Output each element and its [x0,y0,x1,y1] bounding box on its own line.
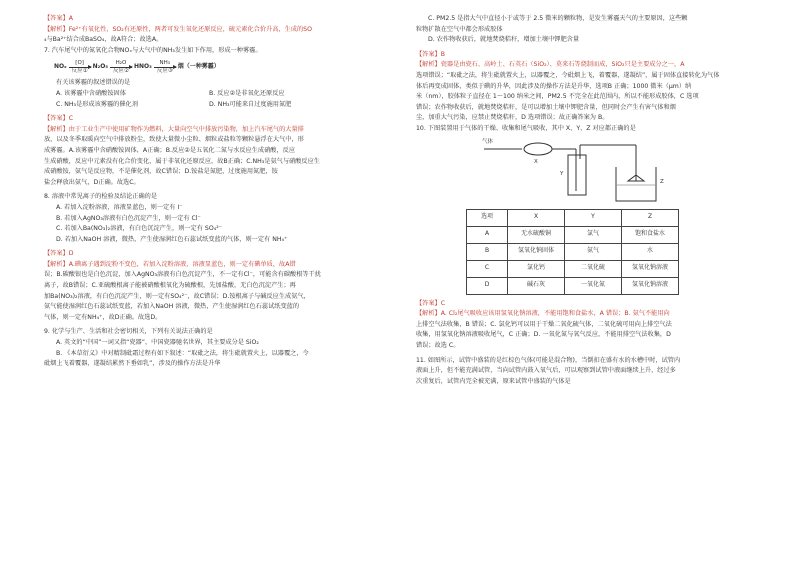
q7-answer: 【答案】C [44,115,74,123]
q11-stem-line: 液面上升，但不能充满试管，当向试管内鼓入氧气后，可以观察到试管中液面继续上升，经过多 [416,367,676,375]
q8-stem: 8. 溶液中常见离子的检验及结论正确的是 [44,193,158,201]
q7-options-row [44,100,374,111]
gas-label: 气体 [482,138,494,145]
reaction-arrow-2 [110,60,132,75]
table-cell: C [467,260,508,277]
q9-option-c: C. PM2.5 是指大气中直径小于或等于 2.5 微米的颗粒物，是发生雾霾天气的主要原因，这些颗 [428,15,688,22]
table-header-cell: X [508,209,565,226]
q9-stem: 9. 化学与生产、生活和社会密切相关，下列有关说法正确的是 [44,328,213,336]
q7-explanation-line: 放，以及冬季取暖向空气中排放粉尘，致使大量微小尘粒、烟粒或盐粒等颗粒悬浮在大气中，形 [44,136,304,144]
q10-options-table [466,209,679,295]
arrow-3-top: NH₃ [159,59,171,66]
q8-explanation-line: 加Ba(NO₃)₂溶液，有白色沉淀产生，则一定有SO₄²⁻，故C错误；D.铵根离子与碱反应生成氨气， [44,292,310,300]
q7-question: 有关该雾霾的叙述错误的是 [56,79,131,87]
table-cell: B [467,243,508,260]
q11-stem-line: 次重复后，试管内完全被充满，原来试管中盛装的气体是 [416,377,571,385]
q7-option-c: C. NH₃是形成该雾霾的催化剂 [56,100,138,108]
q6-explanation-line: 【解析】Fe²⁺有氧化性，SO₂有还原性，两者可发生氧化还原反应，硫元素化合价升高，生成的SO [44,25,312,33]
q11-stem-line: 11. 如图所示，试管中盛装的是红棕色气体(可能是混合物)，当倒扣在盛有水的水槽中时，试管内 [416,356,681,364]
arrow-icon [154,67,176,68]
table-cell: 氨气 [565,243,622,260]
species-hno3: HNO₃ [134,63,152,71]
q9-answer: 【答案】B [416,50,445,58]
species-nox: NOₓ [54,63,67,71]
q9-explanation-line: 体后再变成固体，类似于碘的升华，因此涉及的操作方法是升华，选项B 正确；1000 微米（μm）纳 [416,82,692,90]
table-cell: 水 [622,243,679,260]
table-row [467,243,679,260]
q9-option-d: D. 农作物收获后，就地焚烧秸秆，增加土壤中钾肥含量 [428,36,580,44]
q9-explanation-line: 错误；农作物收获后，就地焚烧秸秆，是可以增加土壤中钾肥含量，但同时会产生有害气体和烟 [416,103,676,111]
q8-explanation-line: 离子，故B错误；C.亚硫酸根离子能被硝酸根氧化为硫酸根，先加盐酸，无白色沉淀产生；再 [44,282,296,290]
table-row [467,226,679,243]
q9-explanation-line: 米（nm），胶体粒子直径在 1～100 纳米之间，PM2.5 不完全在此范围内，所以不能形成胶体，C 选项 [416,93,699,101]
table-cell: 饱和食盐水 [622,226,679,243]
table-header-cell: 选项 [467,209,508,226]
q8-explanation-line: 误；B.碳酸银也是白色沉淀，加入AgNO₃溶液有白色沉淀产生，不一定有Cl⁻，可能含有碳酸根等干扰 [44,271,321,279]
q9-explanation-line: 选项错误；“取砒之法，将生砒就置火上，以器覆之，令砒烟上飞，着覆器，遂凝结”，属于固体直接转化为气体 [416,71,720,79]
q10-explanation-line: 收集，用氢氧化钠溶液吸收尾气，C 正确；D. 一氧化氮与氧气反应，不能用排空气法收集，D [416,331,671,339]
table-cell: 氢氧化钠溶液 [622,260,679,277]
apparatus-diagram [476,137,676,207]
x-label: X [534,158,538,165]
table-cell: D [467,277,508,294]
q8-explanation-line: 氨气能使湿润红色石蕊试纸变蓝，若加入NaOH 溶液，微热，产生使湿润红色石蕊试纸变蓝的 [44,303,300,311]
q7-explanation-line: 盐会释放出氨气，D正确。故选C。 [44,178,140,186]
q10-apparatus-figure [476,137,676,207]
y-label: Y [560,170,564,177]
left-column [44,14,374,370]
table-row [467,277,679,294]
table-row [467,260,679,277]
q8-explanation-line: 【解析】A.碘离子遇到淀粉不变色，若加入淀粉溶液，溶液显蓝色，则一定有碘单质，故A错 [44,260,296,268]
table-cell: 氢氧化钠溶液 [622,277,679,294]
table-cell: 氯化钙 [508,260,565,277]
q10-explanation-line: 错误；故选 C。 [416,341,460,349]
q10-explanation-line: 上排空气法收集，B 错误；C. 氯化钙可以用于干燥二氧化硫气体，二氧化硫可用向上排空气法 [416,320,672,328]
right-column [416,14,754,387]
q9-option-a: A. 英文的“中国”一词又指“瓷器”，中国瓷器驰名世界，其主要成分是 SiO₂ [56,339,259,347]
table-cell: 碱石灰 [508,277,565,294]
q7-reaction-scheme [54,56,374,78]
arrow-1-bottom: 反应① [71,67,88,74]
z-label: Z [660,178,664,185]
q7-options-row [44,89,374,100]
q8-option-a: A. 若加入淀粉溶液，溶液显蓝色，则一定有 I⁻ [56,203,183,211]
table-cell: 一氧化氮 [565,277,622,294]
q8-explanation-line: 气体，则一定有NH₄⁺，故D正确。故选D。 [44,313,162,321]
q10-explanation-line: 【解析】A. Cl₂尾气吸收应该用氢氧化钠溶液，不能用饱和食盐水，A 错误；B. 氨气不能用向 [416,310,670,318]
q9-option-c-cont: 粒物扩散在空气中都会形成胶体 [416,25,503,33]
table-cell: A [467,226,508,243]
arrow-icon [69,67,91,68]
arrow-2-bottom: 反应② [113,67,129,74]
table-header-cell: Y [565,209,622,226]
q7-option-d: D. NH₃可能来自过度施用氮肥 [209,100,292,108]
q9-explanation-line: 【解析】瓷器是由瓷石、高岭土、石英石（SiO₂）、莫来石等烧制而成，SiO₂只是主要成分之一，A [416,61,685,69]
table-header-row [467,209,679,226]
arrow-icon [110,67,132,68]
arrow-1-top: [O] [75,59,84,66]
arrow-3-bottom: 反应③ [156,67,173,74]
drying-tube-x [524,143,552,155]
reaction-arrow-3 [154,60,176,75]
collection-bottle-y [568,155,586,195]
table-cell: 氯气 [565,226,622,243]
q7-explanation-line: 成雾霾。A.该雾霾中含硝酸铵固体，A正确；B.反应②是五氧化二氮与水反应生成硝酸，反应 [44,146,296,154]
table-header-cell: Z [622,209,679,226]
q10-answer: 【答案】C [416,299,446,307]
q9-option-b-cont: 砒烟上飞着覆器，遂凝结累然下垂如乳”，涉及的操作方法是升华 [44,360,221,368]
reaction-arrow-1 [69,60,91,75]
q8-option-d: D. 若加入NaOH 溶液，微热，产生使湿润红色石蕊试纸变蓝的气体，则一定有 NH₄⁺ [56,235,288,243]
q7-option-a: A. 该雾霾中含硝酸铵固体 [56,89,126,97]
q6-explanation-line: ₄与Ba²⁺结合成BaSO₄，故A符合；故选A。 [44,36,163,44]
q8-option-b: B. 若加入AgNO₃溶液有白色沉淀产生，则一定有 Cl⁻ [56,214,201,222]
q8-option-c: C. 若加入Ba(NO₃)₂溶液，有白色沉淀产生，则一定有 SO₄²⁻ [56,225,222,233]
q9-option-b: B. 《本草衍义》中对精制砒霜过程有如下叙述：“取砒之法，将生砒就置火上，以器覆之，令 [56,349,309,357]
species-smoke: 烟（一种雾霾） [177,63,220,71]
q8-answer: 【答案】D [44,250,74,258]
q7-explanation-line: 成硝酸铵，氨气是反应物，不是催化剂，故C错误；D.铵盐是氮肥，过度施用氮肥，铵 [44,168,278,176]
species-n2o5: N₂O₅ [92,63,108,71]
arrow-2-top: H₂O [115,59,127,66]
q6-answer: 【答案】A [44,15,73,22]
table-cell: 氢氧化钠固体 [508,243,565,260]
q7-option-b: B. 反应②是非氧化还原反应 [209,89,285,97]
table-cell: 二氧化硫 [565,260,622,277]
q7-stem: 7. 汽车尾气中的氮氧化合物NOₓ与大气中的NH₃发生如下作用，形成一种雾霾。 [44,46,262,54]
q9-explanation-line: 尘，加重大气污染，应禁止焚烧秸秆，D 选项错误；故正确答案为 B。 [416,114,609,122]
table-cell: 无水硫酸铜 [508,226,565,243]
q7-explanation-line: 生成硝酸，反应中元素没有化合价变化，属于非氧化还原反应，故B正确；C.NH₃是氨气与硝酸反应生 [44,157,320,165]
q10-stem: 10. 下图装置用于气体的干燥、收集和尾气吸收，其中 X、Y、Z 对应都正确的是 [416,124,636,132]
q7-explanation-line: 【解析】由于工业生产中使用矿物作为燃料，大量向空气中排放污染物，加上汽车尾气的大量排 [44,125,304,133]
